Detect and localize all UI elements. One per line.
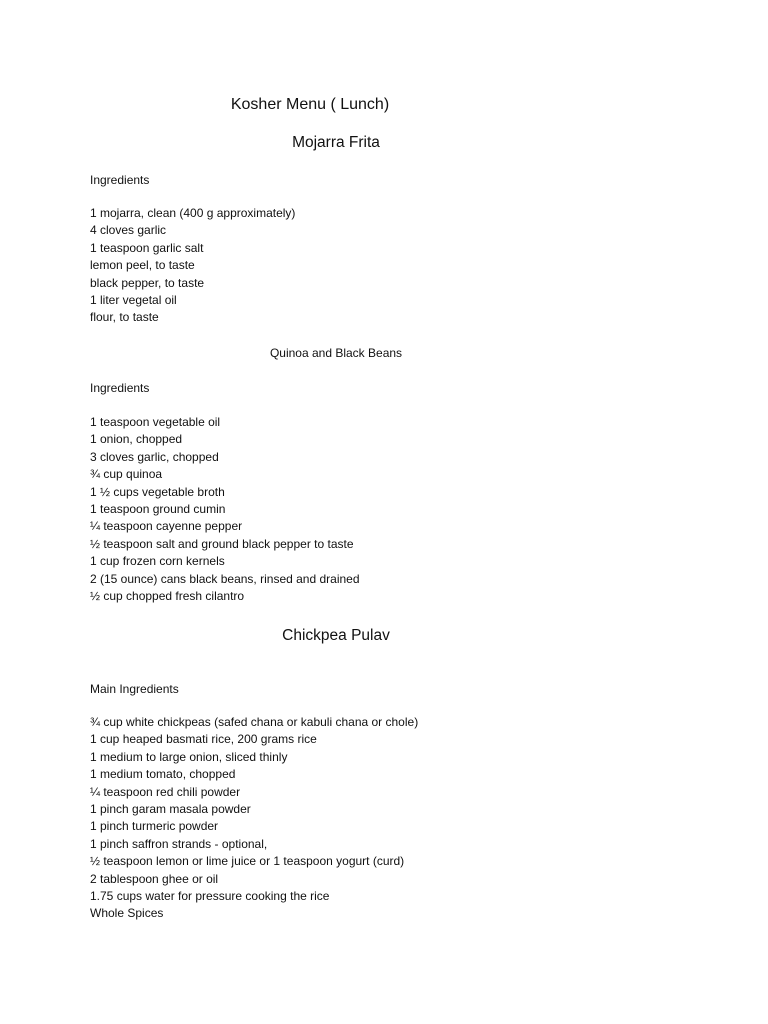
ingredient-item: lemon peel, to taste (90, 258, 195, 273)
ingredient-item: 1 medium to large onion, sliced thinly (90, 749, 288, 764)
ingredient-item: 1 cup frozen corn kernels (90, 554, 225, 569)
ingredients-label: Ingredients (90, 173, 150, 187)
recipe-title-quinoa-black-beans: Quinoa and Black Beans (269, 346, 403, 360)
ingredient-list-chickpea-pulav (90, 714, 418, 923)
ingredient-item: black pepper, to taste (90, 275, 205, 290)
ingredient-item: ¾ cup white chickpeas (safed chana or kabuli chana or chole) (90, 715, 419, 729)
recipe-title-mojarra-frita: Mojarra Frita (292, 134, 380, 151)
ingredient-item: ½ cup chopped fresh cilantro (90, 588, 245, 603)
ingredient-item: ½ teaspoon lemon or lime juice or 1 teaspoon yogurt (curd) (90, 854, 405, 869)
ingredient-item: 1.75 cups water for pressure cooking the rice (90, 888, 330, 903)
ingredient-item: 1 pinch saffron strands - optional, (90, 836, 268, 851)
ingredient-item: 1 onion, chopped (90, 432, 183, 447)
ingredient-item: 1 pinch garam masala powder (90, 801, 251, 816)
ingredient-item: ¾ cup quinoa (90, 467, 163, 482)
ingredient-item: 3 cloves garlic, chopped (90, 449, 219, 464)
ingredient-item: ¼ teaspoon cayenne pepper (90, 519, 243, 534)
ingredient-item: 1 cup heaped basmati rice, 200 grams rice (90, 732, 317, 747)
ingredient-item: 1 ½ cups vegetable broth (90, 484, 225, 499)
ingredient-item: 1 pinch turmeric powder (90, 819, 219, 834)
ingredients-label: Ingredients (90, 381, 150, 395)
ingredient-item: 1 teaspoon ground cumin (90, 501, 226, 516)
ingredient-item: 4 cloves garlic (90, 223, 167, 238)
ingredient-item: 2 tablespoon ghee or oil (90, 871, 219, 886)
ingredient-list-quinoa-black-beans (90, 414, 360, 605)
ingredient-item: flour, to taste (90, 310, 159, 325)
ingredient-item: ½ teaspoon salt and ground black pepper to taste (90, 536, 354, 551)
ingredient-list-mojarra-frita (90, 205, 295, 327)
ingredient-item: Whole Spices (90, 906, 164, 921)
ingredient-item: 1 teaspoon garlic salt (90, 240, 204, 255)
ingredient-item: 1 medium tomato, chopped (90, 767, 236, 782)
ingredient-item: 1 teaspoon vegetable oil (90, 415, 221, 429)
ingredient-item: 1 liter vegetal oil (90, 292, 177, 307)
main-ingredients-label: Main Ingredients (90, 682, 179, 696)
document-title: Kosher Menu ( Lunch) (230, 96, 390, 113)
recipe-title-chickpea-pulav: Chickpea Pulav (282, 627, 390, 644)
ingredient-item: 1 mojarra, clean (400 g approximately) (90, 206, 296, 220)
ingredient-item: ¼ teaspoon red chili powder (90, 784, 241, 799)
ingredient-item: 2 (15 ounce) cans black beans, rinsed and drained (90, 571, 360, 586)
